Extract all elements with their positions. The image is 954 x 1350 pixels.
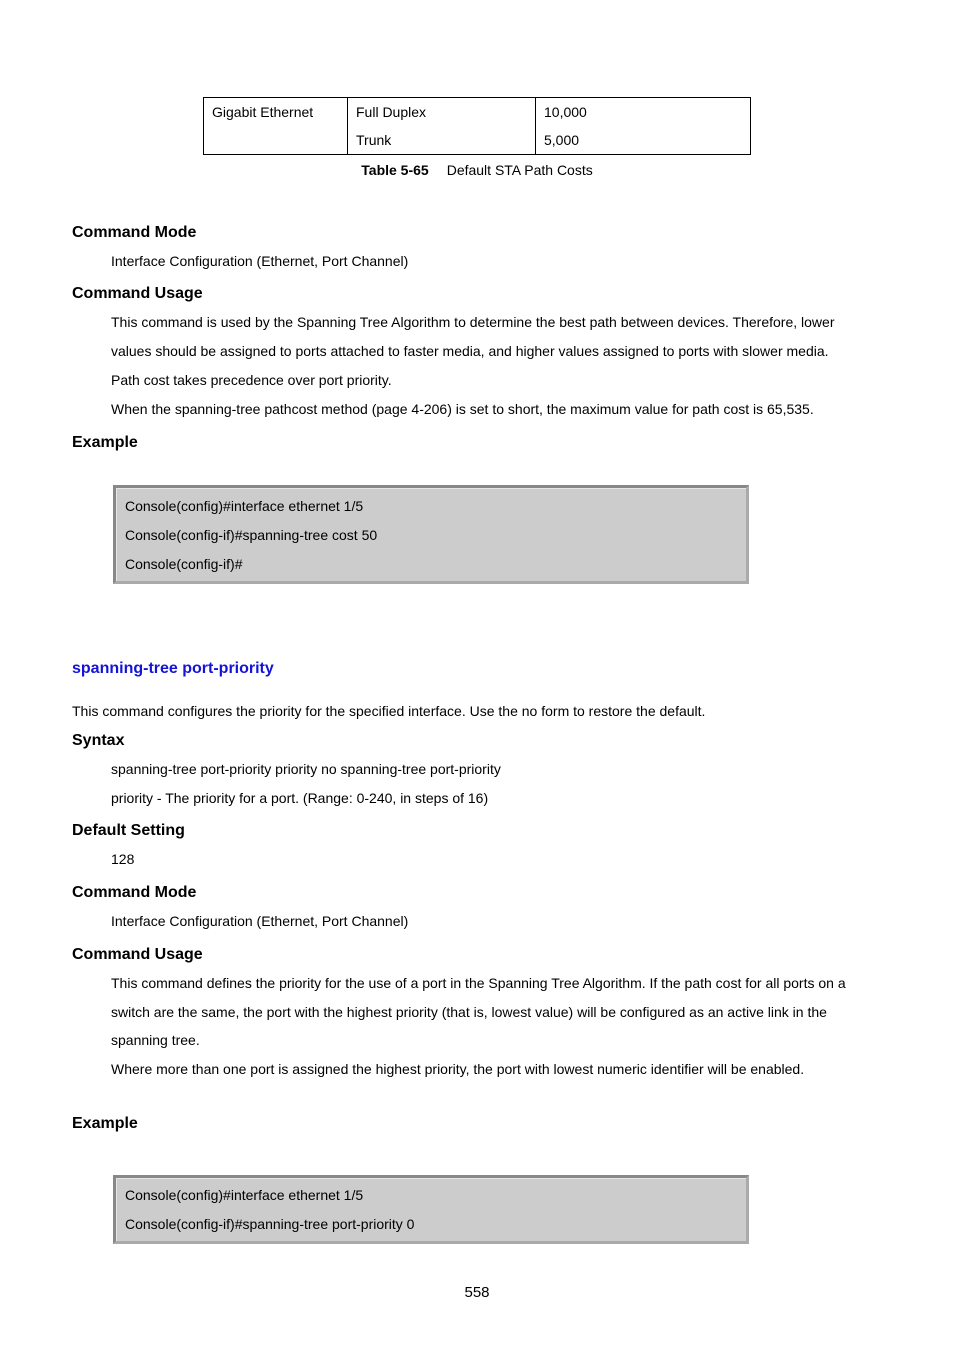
usage-line: spanning tree. [111,1032,200,1048]
code-line: Console(config-if)#spanning-tree cost 50 [125,527,378,543]
code-line: Console(config-if)# [125,556,243,572]
table-caption-text: Default STA Path Costs [446,162,593,178]
usage-line: Where more than one port is assigned the highest priority, the port with lowest numeric identifier will be enabled. [111,1061,805,1077]
table-cell-cost [536,98,751,155]
syntax-heading: Syntax [72,732,125,749]
usage-line: When the spanning-tree pathcost method (page 4-206) is set to short, the maximum value for path cost is 65,535. [111,401,814,417]
syntax-line: spanning-tree port-priority priority no spanning-tree port-priority [111,761,501,777]
code-line: Console(config)#interface ethernet 1/5 [125,1187,364,1203]
command-usage-heading: Command Usage [72,946,203,963]
link-type-full-duplex: Full Duplex [356,104,427,120]
table-caption-label: Table 5-65 [361,162,429,178]
usage-line: This command defines the priority for the use of a port in the Spanning Tree Algorithm. If the path cost for all ports on a [111,975,846,991]
link-type-trunk: Trunk [356,132,392,148]
command-mode-heading: Command Mode [72,884,197,901]
usage-line: This command is used by the Spanning Tree Algorithm to determine the best path between devices. Therefore, lower [111,314,835,330]
path-cost-table [203,97,751,155]
page-number: 558 [464,1284,490,1301]
command-mode-heading: Command Mode [72,224,197,241]
example-heading: Example [72,434,138,451]
code-line: Console(config-if)#spanning-tree port-priority 0 [125,1216,415,1232]
command-mode-text: Interface Configuration (Ethernet, Port Channel) [111,913,409,929]
syntax-parameter: priority - The priority for a port. (Range: 0-240, in steps of 16) [111,790,489,806]
code-example-box [113,1175,749,1244]
cost-full-duplex: 10,000 [544,104,587,120]
command-mode-text: Interface Configuration (Ethernet, Port Channel) [111,253,409,269]
code-line: Console(config)#interface ethernet 1/5 [125,498,364,514]
default-setting-heading: Default Setting [72,822,185,839]
usage-line: Path cost takes precedence over port priority. [111,372,392,388]
table-cell-port-type: Gigabit Ethernet [204,98,348,155]
usage-line: values should be assigned to ports attached to faster media, and higher values assigned to ports with slower media. [111,343,829,359]
default-setting-value: 128 [111,851,135,867]
command-description: This command configures the priority for the specified interface. Use the no form to restore the default. [72,703,706,719]
table-caption [0,162,954,178]
table-cell-link-type [348,98,536,155]
code-example-box [113,485,749,584]
command-title: spanning-tree port-priority [72,660,274,677]
command-usage-heading: Command Usage [72,285,203,302]
example-heading: Example [72,1115,138,1132]
table-row [204,98,751,155]
cost-trunk: 5,000 [544,132,580,148]
usage-line: switch are the same, the port with the highest priority (that is, lowest value) will be configured as an active link in the [111,1004,827,1020]
